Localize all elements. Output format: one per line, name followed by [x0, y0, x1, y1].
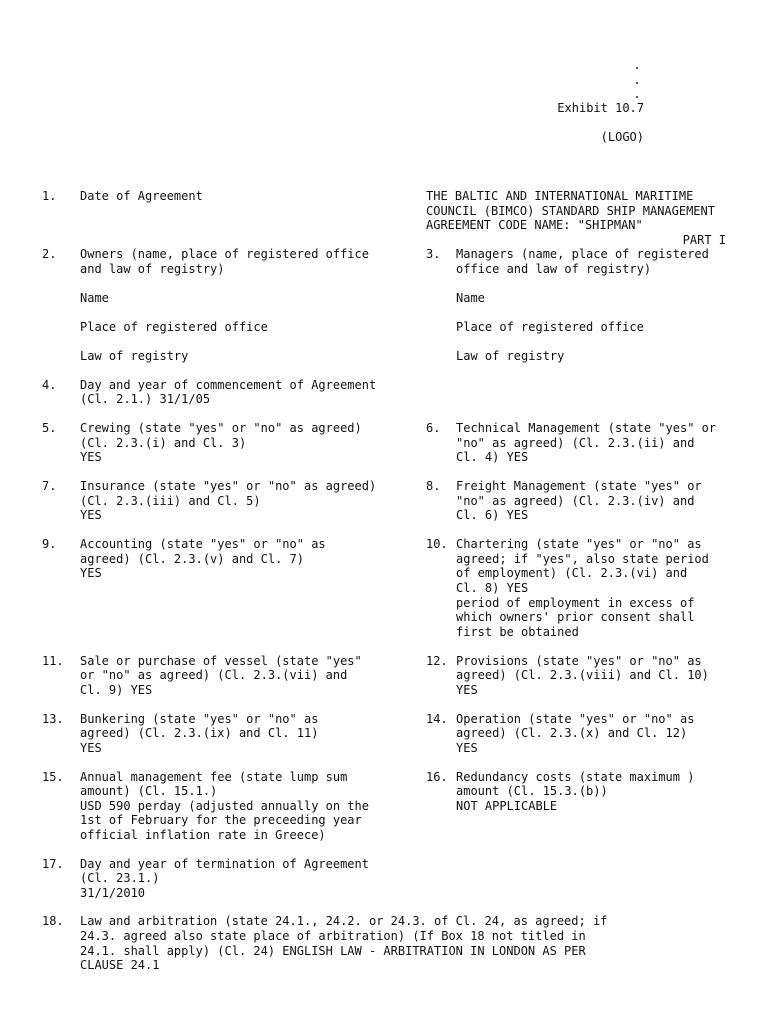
box-16-value: NOT APPLICABLE — [456, 799, 558, 813]
box-6-line: Cl. 4) YES — [456, 450, 529, 464]
box-7-number: 7. — [42, 479, 57, 493]
box-6-line: "no" as agreed) (Cl. 2.3.(ii) and — [456, 436, 695, 450]
box-17-value: 31/1/2010 — [80, 886, 146, 900]
box-12-line: Provisions (state "yes" or "no" as — [456, 654, 702, 668]
box-12-number: 12. — [426, 654, 448, 668]
box-5-line: (Cl. 2.3.(i) and Cl. 3) — [80, 436, 247, 450]
box-6-number: 6. — [426, 421, 441, 435]
box-14-value: YES — [456, 741, 478, 755]
box-14-number: 14. — [426, 712, 448, 726]
box-10-line: of employment) (Cl. 2.3.(vi) and — [456, 566, 688, 580]
box-8-line: Freight Management (state "yes" or — [456, 479, 702, 493]
box-18-number: 18. — [42, 914, 64, 928]
box-3-law: Law of registry — [456, 349, 565, 363]
box-2-name: Name — [80, 291, 109, 305]
box-8-line: Cl. 6) YES — [456, 508, 529, 522]
box-11-line: Cl. 9) YES — [80, 683, 153, 697]
box-11-number: 11. — [42, 654, 64, 668]
box-13-value: YES — [80, 741, 102, 755]
box-2-law: Law of registry — [80, 349, 189, 363]
box-6-line: Technical Management (state "yes" or — [456, 421, 717, 435]
box-8-number: 8. — [426, 479, 441, 493]
box-10-line: period of employment in excess of — [456, 596, 695, 610]
dot: . — [633, 87, 641, 101]
box-10-line: which owners' prior consent shall — [456, 610, 695, 624]
box-16-line: amount (Cl. 15.3.(b)) — [456, 784, 608, 798]
box-3-name: Name — [456, 291, 485, 305]
box-2-number: 2. — [42, 247, 57, 261]
title-line-1: THE BALTIC AND INTERNATIONAL MARITIME — [426, 189, 694, 203]
logo-placeholder: (LOGO) — [600, 130, 644, 144]
box-12-line: agreed) (Cl. 2.3.(viii) and Cl. 10) — [456, 668, 709, 682]
box-18-line: Law and arbitration (state 24.1., 24.2. or 24.3. of Cl. 24, as agreed; if — [80, 914, 608, 928]
box-4-number: 4. — [42, 378, 57, 392]
box-12-value: YES — [456, 683, 478, 697]
box-4-line: (Cl. 2.1.) 31/1/05 — [80, 392, 211, 406]
box-9-line: agreed) (Cl. 2.3.(v) and Cl. 7) — [80, 552, 304, 566]
box-10-line: first be obtained — [456, 625, 579, 639]
box-11-line: or "no" as agreed) (Cl. 2.3.(vii) and — [80, 668, 348, 682]
box-10-line: agreed; if "yes", also state period — [456, 552, 709, 566]
box-13-line: Bunkering (state "yes" or "no" as — [80, 712, 319, 726]
box-13-line: agreed) (Cl. 2.3.(ix) and Cl. 11) — [80, 726, 319, 740]
box-3-number: 3. — [426, 247, 441, 261]
box-15-line: Annual management fee (state lump sum — [80, 770, 348, 784]
box-3-office: Place of registered office — [456, 320, 644, 334]
dot: . — [633, 72, 641, 87]
box-16-number: 16. — [426, 770, 448, 784]
box-15-number: 15. — [42, 770, 64, 784]
box-5-value: YES — [80, 450, 102, 464]
box-10-number: 10. — [426, 537, 448, 551]
box-8-line: "no" as agreed) (Cl. 2.3.(iv) and — [456, 494, 695, 508]
box-5-line: Crewing (state "yes" or "no" as agreed) — [80, 421, 362, 435]
box-7-value: YES — [80, 508, 102, 522]
box-9-number: 9. — [42, 537, 57, 551]
box-18-line: 24.1. shall apply) (Cl. 24) ENGLISH LAW - ARBITRATION IN LONDON AS PER — [80, 944, 586, 958]
box-10-line: Chartering (state "yes" or "no" as — [456, 537, 702, 551]
box-3-line: Managers (name, place of registered — [456, 247, 709, 261]
header-dots — [630, 58, 644, 102]
box-1-label: Date of Agreement — [80, 189, 203, 203]
box-15-line: official inflation rate in Greece) — [80, 828, 326, 842]
box-7-line: Insurance (state "yes" or "no" as agreed) — [80, 479, 377, 493]
box-9-value: YES — [80, 566, 102, 580]
box-17-line: (Cl. 23.1.) — [80, 871, 160, 885]
box-11-line: Sale or purchase of vessel (state "yes" — [80, 654, 362, 668]
box-18-line: CLAUSE 24.1 — [80, 958, 160, 972]
box-9-line: Accounting (state "yes" or "no" as — [80, 537, 326, 551]
box-2-line: and law of registry) — [80, 262, 225, 276]
box-15-line: 1st of February for the preceeding year — [80, 813, 362, 827]
box-14-line: Operation (state "yes" or "no" as — [456, 712, 695, 726]
box-15-line: USD 590 perday (adjusted annually on the — [80, 799, 369, 813]
box-15-line: amount) (Cl. 15.1.) — [80, 784, 218, 798]
box-13-number: 13. — [42, 712, 64, 726]
dot: . — [633, 58, 641, 72]
box-14-line: agreed) (Cl. 2.3.(x) and Cl. 12) — [456, 726, 688, 740]
part-label: PART I — [682, 233, 726, 247]
box-17-number: 17. — [42, 857, 64, 871]
box-18-line: 24.3. agreed also state place of arbitration) (If Box 18 not titled in — [80, 929, 586, 943]
box-7-line: (Cl. 2.3.(iii) and Cl. 5) — [80, 494, 261, 508]
box-10-line: Cl. 8) YES — [456, 581, 529, 595]
box-3-line: office and law of registry) — [456, 262, 652, 276]
title-line-3: AGREEMENT CODE NAME: "SHIPMAN" — [426, 218, 643, 232]
box-2-office: Place of registered office — [80, 320, 268, 334]
box-2-line: Owners (name, place of registered office — [80, 247, 369, 261]
box-5-number: 5. — [42, 421, 57, 435]
exhibit-label: Exhibit 10.7 — [557, 101, 644, 115]
box-1-number: 1. — [42, 189, 57, 203]
box-16-line: Redundancy costs (state maximum ) — [456, 770, 695, 784]
title-line-2: COUNCIL (BIMCO) STANDARD SHIP MANAGEMENT — [426, 204, 715, 218]
box-4-line: Day and year of commencement of Agreement — [80, 378, 377, 392]
box-17-line: Day and year of termination of Agreement — [80, 857, 369, 871]
